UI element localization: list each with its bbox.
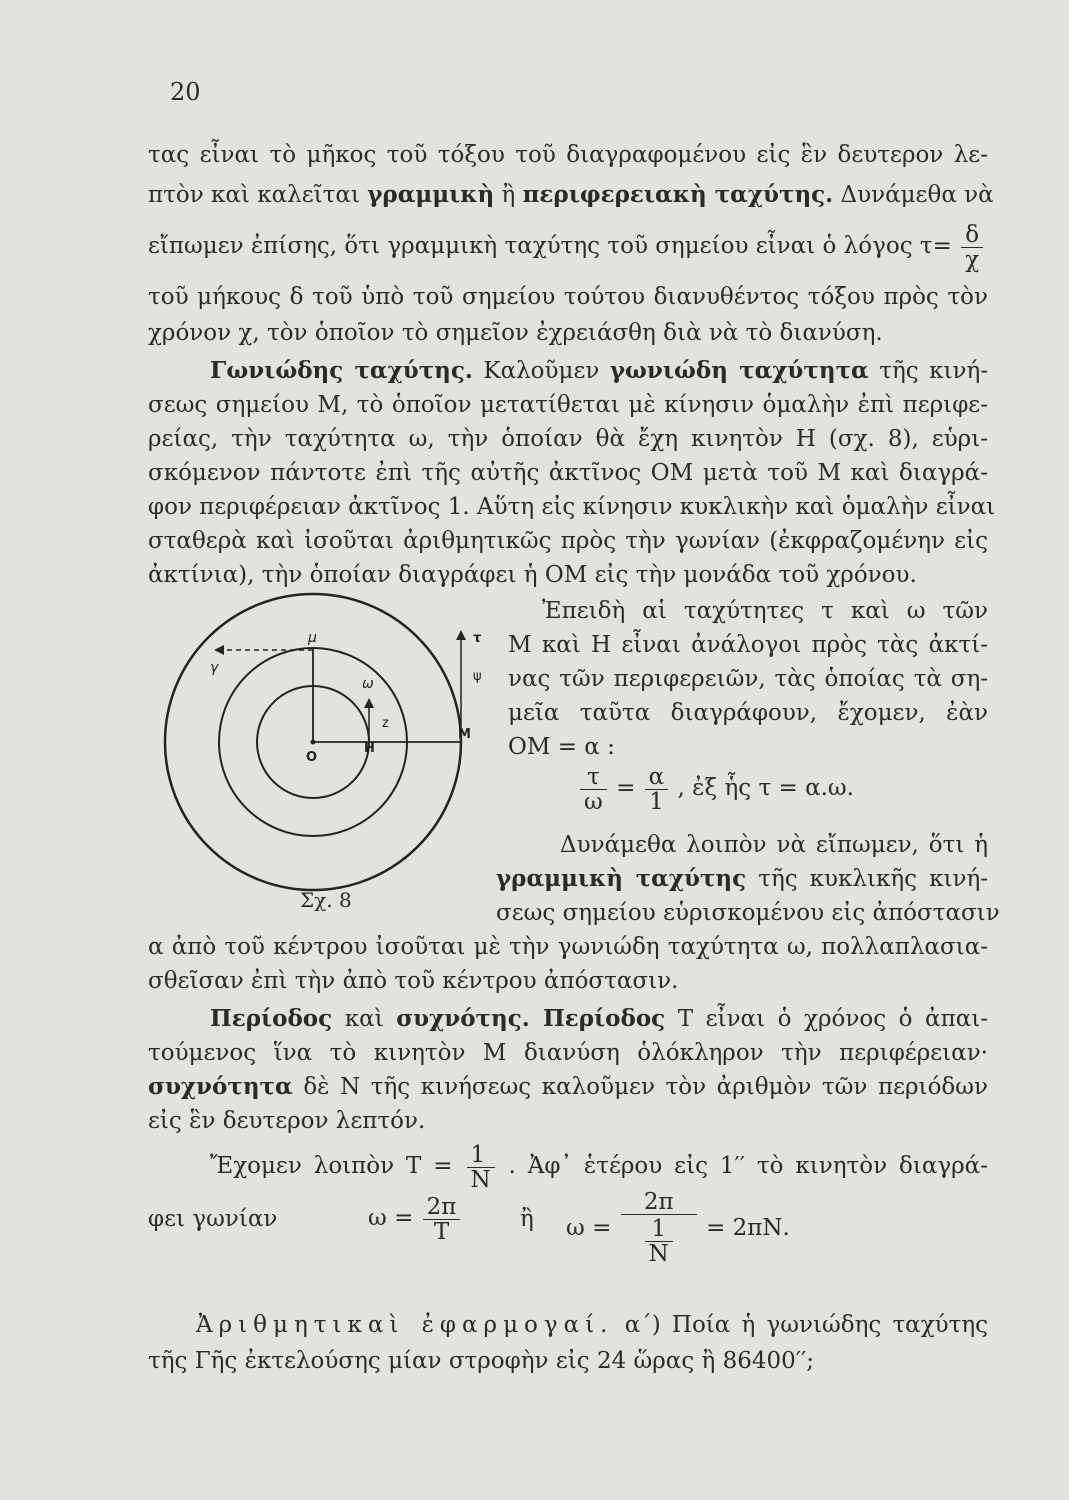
text-line [148,180,994,210]
text-line: εἰς ἓν δευτερον λεπτόν. [148,1108,426,1134]
label-mu: μ [308,630,317,646]
text-span: Καλοῦμεν [483,358,600,384]
arrow-gamma [214,645,224,655]
section-heading-numerical-applications: Ἀριθμητικαὶ ἐφαρμογαί. [196,1312,614,1338]
text-span: Δυνάμεθα νὰ [840,182,994,208]
fraction-2pi-over-one-over-n [621,1190,697,1266]
text-span: δὲ Ν τῆς κινήσεως καλοῦμεν τὸν ἀριθμὸν τῶν περιόδων [303,1074,988,1100]
text-line: σθεῖσαν ἐπὶ τὴν ἀπὸ τοῦ κέντρου ἀπόστασιν. [148,968,679,994]
text-line: σεως σημείου εὑρισκομένου εἰς ἀπόστασιν [496,900,1000,926]
equals-sign: = [616,775,636,801]
text-line: Ἐπειδὴ αἱ ταχύτητες τ καὶ ω τῶν [542,598,988,624]
arrow-tau-head [456,630,466,640]
text-line [196,1310,988,1340]
term-frequency: συχνότητα [148,1073,293,1100]
fraction-denominator: 1 [645,789,669,814]
text-line [210,1140,988,1192]
fraction-denominator: ω [580,789,607,814]
text-line [210,1004,988,1034]
fraction-denominator: Ν [645,1241,673,1266]
label-o: O [306,750,318,765]
text-line: νας τῶν περιφερειῶν, τὰς ὁποίας τὰ ση- [508,666,988,692]
text-line [496,864,988,894]
fraction-denominator: Τ [423,1219,461,1244]
term-linear: γραμμικὴ [367,181,495,208]
point-o [311,740,316,745]
text-line: τῆς Γῆς ἐκτελούσης μίαν στροφὴν εἰς 24 ὥρας ἢ 86400′′; [148,1348,814,1374]
text-line [210,356,988,386]
text-span: Ἔχομεν λοιπὸν Τ = [210,1153,453,1179]
fraction-denominator: Ν [467,1167,495,1192]
label-gamma: γ [210,660,219,676]
text-span: ω = [566,1215,612,1241]
text-line: τας εἶναι τὸ μῆκος τοῦ τόξου τοῦ διαγραφομένου εἰς ἓν δευτερον λε- [148,142,988,168]
fraction-numerator: 2π [643,1189,674,1215]
label-psi: ψ [473,669,482,684]
text-span: τῆς κυκλικῆς κινή- [758,866,988,892]
label-z: z [382,716,389,731]
text-line: σεως σημείου Μ, τὸ ὁποῖον μετατίθεται μὲ κίνησιν ὁμαλὴν ἐπὶ περιφε- [148,392,988,418]
text-line [148,1072,988,1102]
text-span: ω = [368,1205,414,1231]
page-number: 20 [170,78,201,106]
fraction-tau-over-omega [580,765,607,814]
fraction-delta-over-chi [961,223,983,272]
fraction-numerator: 2π [426,1193,457,1220]
text-line: μεῖα ταῦτα διαγράφουν, ἔχομεν, ἐὰν [508,700,988,726]
text-line: χρόνον χ, τὸν ὁποῖον τὸ σημεῖον ἐχρειάσθη διὰ νὰ τὸ διανύση. [148,320,883,346]
fraction-numerator: 1 [470,1141,486,1168]
term-angular-velocity: γωνιώδη ταχύτητα [609,357,869,384]
text-line: τοῦ μήκους δ τοῦ ὑπὸ τοῦ σημείου τούτου διανυθέντος τόξου πρὸς τὸν [148,284,988,310]
text-line: ἀκτίνια), τὴν ὁποίαν διαγράφει ἡ ΟΜ εἰς τὴν μονάδα τοῦ χρόνου. [148,562,917,588]
term-linear-speed: γραμμικὴ ταχύτης [496,865,747,892]
text-span: Τ εἶναι ὁ χρόνος ὁ ἀπαι- [677,1006,989,1032]
text-span: ἢ [501,182,516,208]
figure-caption: Σχ. 8 [300,888,352,912]
text-line: ΟΜ = α : [508,734,615,760]
section-heading-angular-velocity: Γωνιώδης ταχύτης. [210,357,473,384]
fraction-numerator: 1 [651,1216,667,1242]
text-line: τούμενος ἵνα τὸ κινητὸν Μ διανύση ὁλόκληρον τὴν περιφέρειαν· [148,1040,988,1066]
text-line: Δυνάμεθα λοιπὸν νὰ εἴπωμεν, ὅτι ἡ [560,832,988,858]
text-line: Μ καὶ Η εἶναι ἀνάλογοι πρὸς τὰς ἀκτί- [508,632,988,658]
text-span: , ἐξ ἧς τ = α.ω. [677,775,854,801]
label-tau: τ [473,631,482,646]
fraction-numerator: τ [587,763,600,790]
fraction-numerator: δ [965,221,980,248]
text-line: α ἀπὸ τοῦ κέντρου ἰσοῦται μὲ τὴν γωνιώδη ταχύτητα ω, πολλαπλασια- [148,934,988,960]
text-span: τῆς κινή- [879,358,989,384]
figure-8-diagram [158,592,498,902]
equation-omega-2pi-over-t [368,1192,462,1244]
text-span: εἴπωμεν ἐπίσης, ὅτι γραμμικὴ ταχύτης τοῦ σημείου εἶναι ὁ λόγος τ= [148,233,952,259]
section-heading-frequency: συχνότης. Περίοδος [396,1005,666,1032]
text-span: . Ἀφ᾽ ἑτέρου εἰς 1′′ τὸ κινητὸν διαγρά- [508,1153,988,1179]
section-heading-period: Περίοδος [210,1005,333,1032]
equation-omega-2pi-n [566,1190,790,1298]
text-span: α΄) Ποία ἡ γωνιώδης ταχύτης [624,1312,989,1338]
equation-tau-omega [578,762,854,814]
fraction-alpha-over-one [645,765,669,814]
label-h: H [364,741,375,756]
text-line [148,221,988,273]
text-span: καὶ [344,1006,384,1032]
text-line: σκόμενον πάντοτε ἐπὶ τῆς αὐτῆς ἀκτῖνος ΟΜ μετὰ τοῦ Μ καὶ διαγρά- [148,460,988,486]
compound-denominator [621,1214,697,1266]
fraction-one-over-n [467,1143,495,1192]
fraction-2pi-over-t [423,1195,461,1244]
label-m: M [458,727,471,742]
text-line: φει γωνίαν [148,1206,278,1232]
fraction-denominator: χ [961,247,983,272]
text-span: = 2πΝ. [706,1215,790,1241]
text-span: ἢ [520,1206,534,1232]
label-omega: ω [362,676,374,692]
arrow-omega-head [364,698,374,708]
term-peripheral-speed: περιφερειακὴ ταχύτης. [522,181,834,208]
text-line: ρείας, τὴν ταχύτητα ω, τὴν ὁποίαν θὰ ἔχη κινητὸν Η (σχ. 8), εὑρι- [148,426,988,452]
text-span: πτὸν καὶ καλεῖται [148,182,360,208]
fraction-numerator: α [648,763,665,790]
text-line: φον περιφέρειαν ἀκτῖνος 1. Αὕτη εἰς κίνησιν κυκλικὴν καὶ ὁμαλὴν εἶναι [148,494,996,520]
text-line: σταθερὰ καὶ ἰσοῦται ἀριθμητικῶς πρὸς τὴν γωνίαν (ἐκφραζομένην εἰς [148,528,988,554]
fraction-one-over-n-inner [645,1217,673,1266]
